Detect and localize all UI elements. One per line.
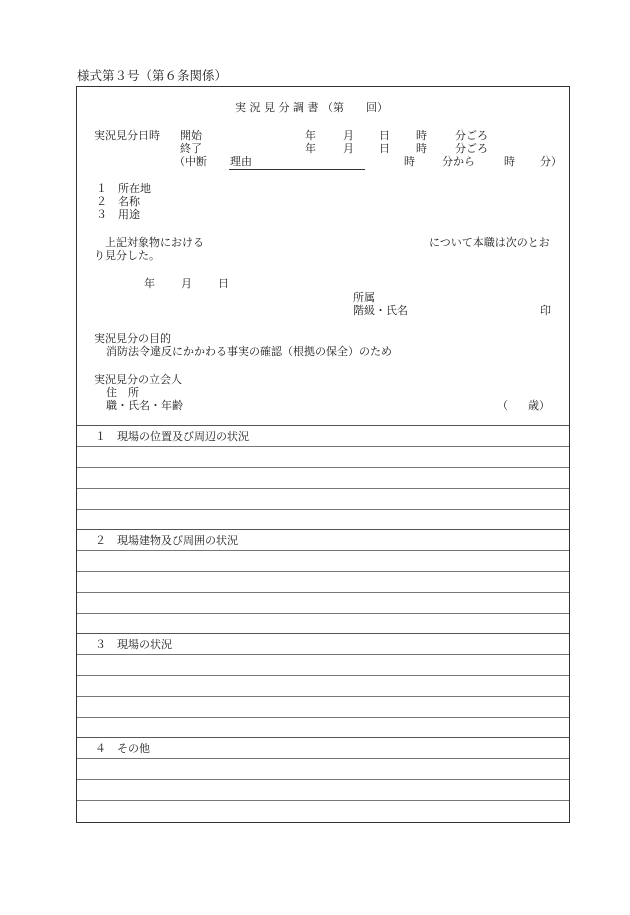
end-label: 終了	[180, 142, 202, 155]
start-day-unit: 日	[379, 129, 390, 142]
end-year-unit: 年	[305, 142, 316, 155]
ruled-line	[77, 717, 569, 718]
section-1-top-line	[77, 425, 569, 426]
section-2-top-line	[77, 529, 569, 530]
witness-job-name-age-label: 職・氏名・年齢	[106, 399, 183, 412]
end-month-unit: 月	[343, 142, 354, 155]
purpose-text: 消防法令違反にかかわる事実の確認（根拠の保全）のため	[106, 345, 392, 358]
purpose-label: 実況見分の目的	[94, 332, 171, 345]
statement-line1-start: 上記対象物における	[105, 236, 204, 249]
section-3-top-line	[77, 633, 569, 634]
start-year-unit: 年	[305, 129, 316, 142]
start-minute-unit: 分ごろ	[455, 129, 488, 142]
inspection-report-form	[76, 86, 570, 823]
section-1-title: １ 現場の位置及び周辺の状況	[95, 430, 249, 443]
item-2-label: 名称	[118, 195, 140, 208]
affiliation-label: 所属	[353, 291, 375, 304]
item-3-num: ３	[96, 208, 107, 221]
ruled-line	[77, 675, 569, 676]
section-4-top-line	[77, 737, 569, 738]
date-year-unit: 年	[144, 277, 155, 290]
item-1-label: 所在地	[118, 182, 151, 195]
statement-line1-end: について本職は次のとお	[429, 236, 550, 249]
item-3-label: 用途	[118, 208, 140, 221]
interrupt-open: （中断	[174, 155, 207, 168]
date-month-unit: 月	[181, 277, 192, 290]
interrupt-from-unit: 分から	[442, 155, 475, 168]
start-hour-unit: 時	[416, 129, 427, 142]
statement-line2: り見分した。	[94, 249, 160, 262]
ruled-line	[77, 696, 569, 697]
reason-underline	[229, 169, 365, 170]
date-day-unit: 日	[218, 277, 229, 290]
ruled-line	[77, 488, 569, 489]
rank-name-label: 階級・氏名	[353, 304, 408, 317]
seal-mark: 印	[540, 304, 551, 317]
ruled-line	[77, 779, 569, 780]
ruled-line	[77, 571, 569, 572]
item-1-num: １	[96, 182, 107, 195]
reason-label: 理由	[230, 155, 252, 168]
item-2-num: ２	[96, 195, 107, 208]
ruled-line	[77, 800, 569, 801]
form-number: 様式第３号（第６条関係）	[77, 68, 228, 83]
section-3-title: ３ 現場の状況	[95, 638, 172, 651]
start-label: 開始	[180, 129, 202, 142]
age-close: 歳）	[528, 399, 550, 412]
witness-label: 実況見分の立会人	[94, 373, 182, 386]
end-hour-unit: 時	[416, 142, 427, 155]
ruled-line	[77, 509, 569, 510]
section-2-title: ２ 現場建物及び周囲の状況	[95, 534, 238, 547]
ruled-line	[77, 613, 569, 614]
ruled-line	[77, 446, 569, 447]
ruled-line	[77, 550, 569, 551]
interrupt-hour2-unit: 時	[504, 155, 515, 168]
end-minute-unit: 分ごろ	[455, 142, 488, 155]
ruled-line	[77, 592, 569, 593]
section-4-title: ４ その他	[95, 742, 150, 755]
ruled-line	[77, 467, 569, 468]
interrupt-hour-unit: 時	[404, 155, 415, 168]
end-day-unit: 日	[379, 142, 390, 155]
form-title: 実 況 見 分 調 書 （第 回）	[235, 101, 388, 114]
witness-address-label: 住 所	[106, 386, 139, 399]
age-open: （	[497, 399, 508, 412]
interrupt-close: 分）	[540, 155, 562, 168]
datetime-label: 実況見分日時	[94, 129, 160, 142]
start-month-unit: 月	[343, 129, 354, 142]
ruled-line	[77, 758, 569, 759]
ruled-line	[77, 654, 569, 655]
